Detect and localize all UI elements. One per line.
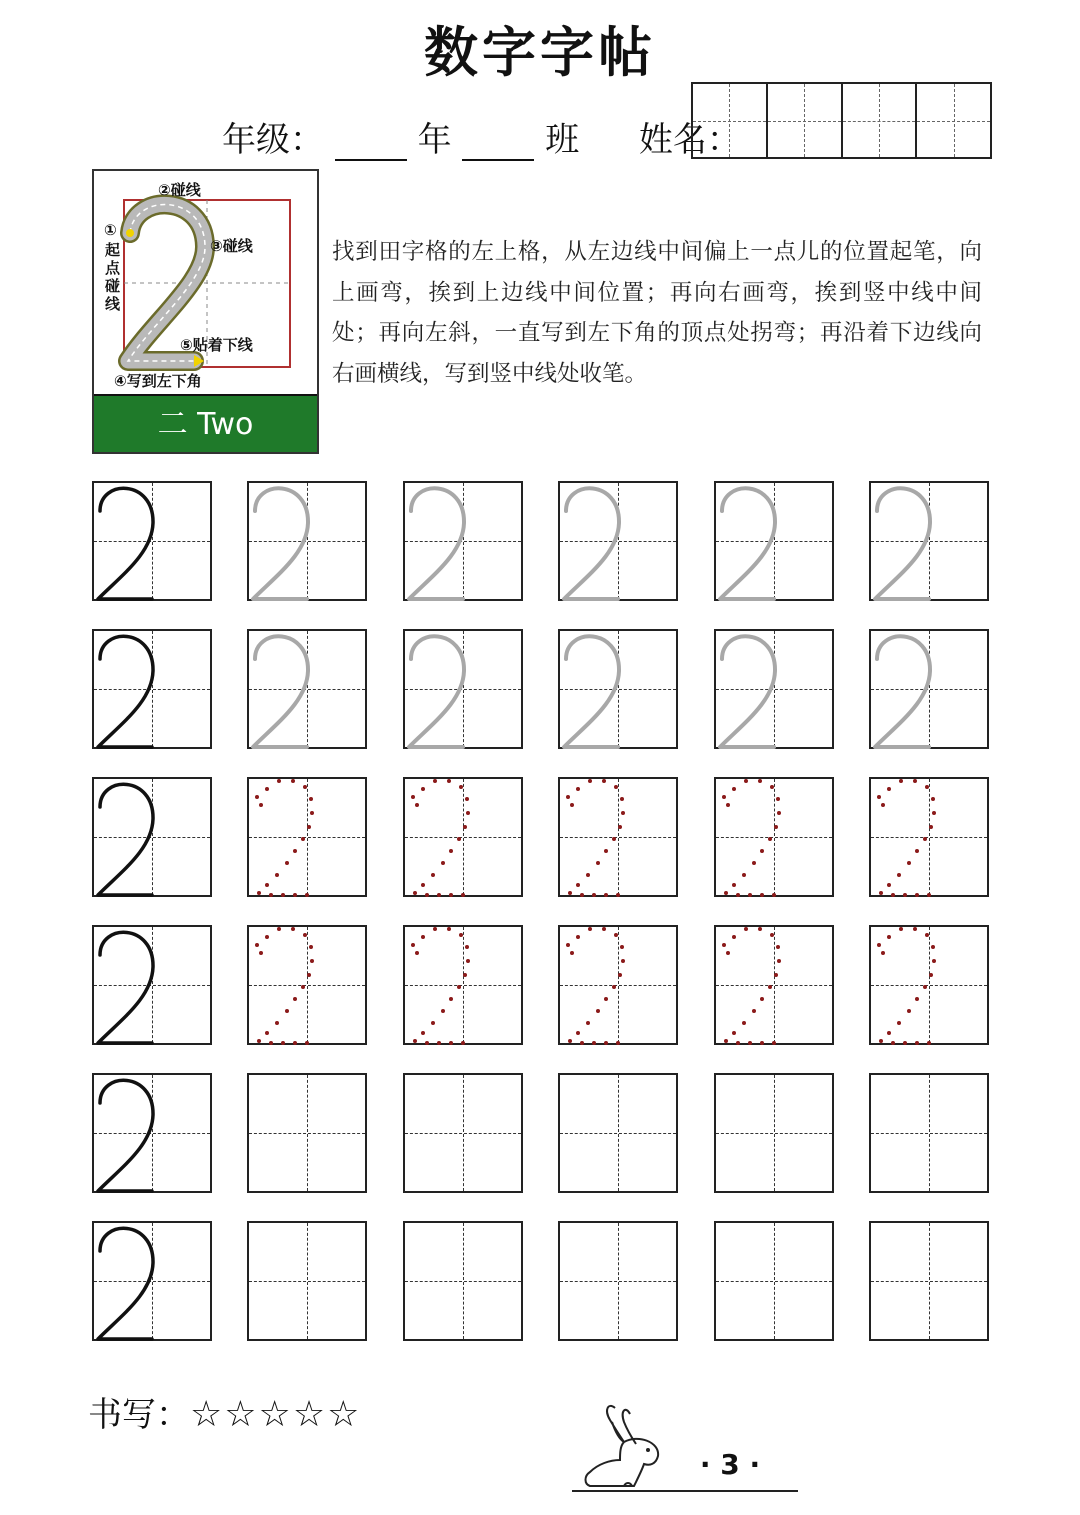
trace-dot [760, 849, 764, 853]
trace-dot [722, 795, 726, 799]
trace-dot [592, 1041, 596, 1045]
trace-dot [726, 803, 730, 807]
trace-dot [463, 825, 467, 829]
trace-dot [421, 935, 425, 939]
trace-dot [449, 849, 453, 853]
digit-2-dotted [871, 779, 989, 897]
trace-dot [259, 803, 263, 807]
footer-rule [572, 1490, 798, 1492]
trace-dot [760, 893, 764, 897]
trace-dot [602, 779, 606, 783]
trace-dot [466, 811, 470, 815]
trace-dot [879, 891, 883, 895]
stroke-guide-card [92, 169, 319, 454]
name-label: 姓名： [638, 120, 741, 160]
trace-dot [897, 873, 901, 877]
trace-dot [772, 1041, 776, 1045]
trace-dot [742, 1021, 746, 1025]
trace-dot [879, 1039, 883, 1043]
trace-dot [576, 935, 580, 939]
step1-label: 起点碰线 [105, 241, 121, 313]
class-char: 班 [545, 120, 580, 160]
trace-dot [881, 951, 885, 955]
trace-dot [461, 893, 465, 897]
trace-dot [929, 825, 933, 829]
trace-dot [281, 893, 285, 897]
trace-dot [903, 1041, 907, 1045]
name-box[interactable] [843, 84, 918, 157]
trace-dot [586, 873, 590, 877]
trace-dot [726, 951, 730, 955]
digit-2-gray [560, 483, 678, 601]
trace-dot [752, 861, 756, 865]
trace-dot [310, 959, 314, 963]
trace-dot [604, 849, 608, 853]
trace-dot [421, 883, 425, 887]
trace-dot [777, 959, 781, 963]
trace-dot [722, 943, 726, 947]
trace-dot [907, 861, 911, 865]
trace-dot [447, 779, 451, 783]
trace-dot [265, 787, 269, 791]
digit-2-gray [871, 483, 989, 601]
trace-dot [732, 1031, 736, 1035]
practice-cell-dotted[interactable] [714, 777, 834, 897]
trace-dot [570, 951, 574, 955]
trace-dot [774, 973, 778, 977]
trace-dot [277, 779, 281, 783]
practice-cell-dotted[interactable] [869, 777, 989, 897]
trace-dot [277, 927, 281, 931]
grade-label: 年级： [222, 120, 324, 160]
digit-2-dotted [405, 779, 523, 897]
trace-dot [566, 943, 570, 947]
trace-dot [449, 893, 453, 897]
trace-dot [770, 785, 774, 789]
trace-dot [465, 797, 469, 801]
trace-dot [580, 1041, 584, 1045]
trace-dot [457, 985, 461, 989]
trace-dot [931, 797, 935, 801]
digit-2-gray [716, 631, 834, 749]
trace-dot [915, 893, 919, 897]
trace-dot [576, 787, 580, 791]
trace-dot [614, 785, 618, 789]
step4-label: ④写到左下角 [114, 372, 202, 390]
trace-dot [592, 893, 596, 897]
practice-cell-gray[interactable] [714, 629, 834, 749]
digit-2-dotted [871, 927, 989, 1045]
trace-dot [301, 985, 305, 989]
student-info-row [222, 112, 741, 161]
practice-cell-model [92, 1073, 212, 1193]
practice-cell-dotted[interactable] [403, 925, 523, 1045]
trace-dot [421, 787, 425, 791]
digit-2-gray [249, 631, 367, 749]
trace-dot [285, 861, 289, 865]
practice-cell-dotted[interactable] [247, 777, 367, 897]
trace-dot [932, 959, 936, 963]
trace-dot [616, 893, 620, 897]
trace-dot [913, 779, 917, 783]
trace-dot [437, 1041, 441, 1045]
trace-dot [307, 973, 311, 977]
practice-cell-model [92, 777, 212, 897]
grade-year-blank[interactable] [335, 123, 407, 161]
trace-dot [891, 893, 895, 897]
trace-dot [907, 1009, 911, 1013]
trace-dot [449, 997, 453, 1001]
name-box[interactable] [768, 84, 843, 157]
practice-cell-empty[interactable] [558, 1073, 678, 1193]
trace-dot [431, 873, 435, 877]
trace-dot [457, 837, 461, 841]
trace-dot [760, 997, 764, 1001]
trace-dot [463, 973, 467, 977]
trace-dot [275, 873, 279, 877]
practice-cell-model [92, 481, 212, 601]
practice-cell-dotted[interactable] [247, 925, 367, 1045]
trace-dot [269, 1041, 273, 1045]
trace-dot [772, 893, 776, 897]
writing-label: 书写： [88, 1395, 190, 1435]
practice-cell-empty[interactable] [247, 1073, 367, 1193]
practice-cell-gray[interactable] [403, 629, 523, 749]
trace-dot [570, 803, 574, 807]
trace-dot [421, 1031, 425, 1035]
trace-dot [425, 893, 429, 897]
trace-dot [441, 861, 445, 865]
trace-dot [310, 811, 314, 815]
practice-cell-empty[interactable] [403, 1221, 523, 1341]
trace-dot [568, 1039, 572, 1043]
trace-dot [620, 945, 624, 949]
trace-dot [411, 795, 415, 799]
trace-dot [259, 951, 263, 955]
trace-dot [293, 997, 297, 1001]
trace-dot [257, 1039, 261, 1043]
practice-cell-gray[interactable] [869, 481, 989, 601]
rabbit-icon [580, 1400, 670, 1492]
trace-dot [431, 1021, 435, 1025]
practice-cell-dotted[interactable] [869, 925, 989, 1045]
digit-2-dotted [560, 779, 678, 897]
trace-dot [568, 891, 572, 895]
trace-dot [925, 785, 929, 789]
trace-dot [596, 1009, 600, 1013]
trace-dot [293, 1041, 297, 1045]
trace-dot [604, 893, 608, 897]
trace-dot [576, 1031, 580, 1035]
trace-dot [305, 893, 309, 897]
trace-dot [881, 803, 885, 807]
digit-2-dotted [716, 779, 834, 897]
trace-dot [257, 891, 261, 895]
trace-dot [441, 1009, 445, 1013]
practice-cell-empty[interactable] [869, 1221, 989, 1341]
name-writing-boxes[interactable] [691, 82, 992, 159]
practice-cell-gray[interactable] [558, 481, 678, 601]
digit-2-model [94, 1075, 212, 1193]
practice-cell-empty[interactable] [714, 1073, 834, 1193]
trace-dot [621, 959, 625, 963]
trace-dot [602, 927, 606, 931]
trace-dot [413, 1039, 417, 1043]
practice-cell-gray[interactable] [247, 629, 367, 749]
trace-dot [887, 787, 891, 791]
trace-dot [413, 891, 417, 895]
trace-dot [891, 1041, 895, 1045]
trace-dot [915, 997, 919, 1001]
trace-dot [768, 985, 772, 989]
digit-2-model [94, 1223, 212, 1341]
stroke-instructions: 找到田字格的左上格，从左边线中间偏上一点儿的位置起笔，向上画弯，挨到上边线中间位置；再向右画弯，挨到竖中线中间处；再向左斜，一直写到左下角的顶点处拐弯；再沿着下边线向右画横线，写到竖中线处收笔。 [332, 239, 982, 387]
trace-dot [915, 849, 919, 853]
trace-dot [929, 973, 933, 977]
trace-dot [770, 933, 774, 937]
trace-dot [768, 837, 772, 841]
step2-label: ②碰线 [158, 181, 201, 199]
trace-dot [459, 933, 463, 937]
trace-dot [293, 893, 297, 897]
trace-dot [724, 1039, 728, 1043]
step1-number: ① [104, 221, 117, 239]
trace-dot [309, 797, 313, 801]
trace-dot [758, 779, 762, 783]
trace-dot [411, 943, 415, 947]
trace-dot [255, 943, 259, 947]
trace-dot [732, 883, 736, 887]
trace-dot [899, 779, 903, 783]
trace-dot [748, 893, 752, 897]
trace-dot [614, 933, 618, 937]
trace-dot [415, 951, 419, 955]
trace-dot [291, 927, 295, 931]
trace-dot [887, 1031, 891, 1035]
practice-cell-dotted[interactable] [403, 777, 523, 897]
trace-dot [461, 1041, 465, 1045]
trace-dot [877, 795, 881, 799]
trace-dot [566, 795, 570, 799]
trace-dot [588, 779, 592, 783]
class-blank[interactable] [462, 123, 534, 161]
digit-2-dotted [716, 927, 834, 1045]
digit-2-dotted [249, 779, 367, 897]
trace-dot [612, 837, 616, 841]
trace-dot [586, 1021, 590, 1025]
practice-cell-dotted[interactable] [714, 925, 834, 1045]
trace-dot [620, 797, 624, 801]
practice-cell-empty[interactable] [869, 1073, 989, 1193]
numeral-name-band: 二 Two [94, 394, 317, 452]
digit-2-gray [405, 483, 523, 601]
page-title: 数字字帖 [424, 21, 656, 84]
trace-dot [742, 873, 746, 877]
trace-dot [736, 1041, 740, 1045]
trace-dot [576, 883, 580, 887]
trace-dot [433, 927, 437, 931]
stroke-guide-diagram [94, 171, 317, 396]
trace-dot [618, 825, 622, 829]
trace-dot [275, 1021, 279, 1025]
trace-dot [255, 795, 259, 799]
trace-dot [415, 803, 419, 807]
trace-dot [923, 985, 927, 989]
trace-dot [915, 1041, 919, 1045]
trace-dot [612, 985, 616, 989]
trace-dot [616, 1041, 620, 1045]
step3-label: ③碰线 [210, 237, 253, 255]
digit-2-model [94, 631, 212, 749]
practice-cell-empty[interactable] [558, 1221, 678, 1341]
step5-label: ⑤贴着下线 [180, 336, 253, 354]
trace-dot [265, 1031, 269, 1035]
trace-dot [897, 1021, 901, 1025]
trace-dot [449, 1041, 453, 1045]
trace-dot [732, 787, 736, 791]
trace-dot [309, 945, 313, 949]
digit-2-gray [871, 631, 989, 749]
name-box[interactable] [693, 84, 768, 157]
trace-dot [293, 849, 297, 853]
trace-dot [301, 837, 305, 841]
practice-cell-gray[interactable] [558, 629, 678, 749]
trace-dot [303, 785, 307, 789]
practice-cell-model [92, 1221, 212, 1341]
trace-dot [265, 883, 269, 887]
trace-dot [604, 1041, 608, 1045]
trace-dot [927, 1041, 931, 1045]
digit-2-model [94, 483, 212, 601]
trace-dot [307, 825, 311, 829]
rating-stars[interactable]: ☆☆☆☆☆ [190, 1394, 362, 1435]
trace-dot [596, 861, 600, 865]
trace-dot [466, 959, 470, 963]
trace-dot [903, 893, 907, 897]
trace-dot [899, 927, 903, 931]
practice-cell-gray[interactable] [247, 481, 367, 601]
digit-2-dotted [405, 927, 523, 1045]
trace-dot [777, 811, 781, 815]
trace-dot [265, 935, 269, 939]
digit-2-model [94, 779, 212, 897]
trace-dot [925, 933, 929, 937]
digit-2-gray [716, 483, 834, 601]
trace-dot [913, 927, 917, 931]
trace-dot [291, 779, 295, 783]
trace-dot [887, 935, 891, 939]
practice-cell-empty[interactable] [403, 1073, 523, 1193]
trace-dot [776, 797, 780, 801]
trace-dot [580, 893, 584, 897]
trace-dot [760, 1041, 764, 1045]
trace-dot [604, 997, 608, 1001]
trace-dot [932, 811, 936, 815]
trace-dot [732, 935, 736, 939]
writing-rating [88, 1387, 361, 1436]
practice-cell-gray[interactable] [869, 629, 989, 749]
name-box[interactable] [917, 84, 990, 157]
trace-dot [437, 893, 441, 897]
trace-dot [459, 785, 463, 789]
digit-2-gray [405, 631, 523, 749]
trace-dot [618, 973, 622, 977]
practice-cell-dotted[interactable] [558, 777, 678, 897]
practice-cell-dotted[interactable] [558, 925, 678, 1045]
trace-dot [465, 945, 469, 949]
trace-dot [433, 779, 437, 783]
trace-dot [748, 1041, 752, 1045]
trace-dot [736, 893, 740, 897]
trace-dot [931, 945, 935, 949]
digit-2-gray [249, 483, 367, 601]
page-number: · 3 · [699, 1448, 761, 1481]
practice-cell-model [92, 629, 212, 749]
trace-dot [744, 927, 748, 931]
trace-dot [588, 927, 592, 931]
trace-dot [774, 825, 778, 829]
digit-2-model [94, 927, 212, 1045]
trace-dot [758, 927, 762, 931]
practice-cell-gray[interactable] [714, 481, 834, 601]
digit-2-dotted [249, 927, 367, 1045]
trace-dot [887, 883, 891, 887]
trace-dot [285, 1009, 289, 1013]
digit-2-gray [560, 631, 678, 749]
trace-dot [621, 811, 625, 815]
year-char: 年 [417, 120, 452, 160]
trace-dot [269, 893, 273, 897]
trace-dot [877, 943, 881, 947]
trace-dot [447, 927, 451, 931]
trace-dot [281, 1041, 285, 1045]
trace-dot [752, 1009, 756, 1013]
trace-dot [724, 891, 728, 895]
digit-2-dotted [560, 927, 678, 1045]
trace-dot [425, 1041, 429, 1045]
trace-dot [744, 779, 748, 783]
trace-dot [305, 1041, 309, 1045]
trace-dot [303, 933, 307, 937]
trace-dot [923, 837, 927, 841]
practice-cell-empty[interactable] [247, 1221, 367, 1341]
practice-cell-empty[interactable] [714, 1221, 834, 1341]
practice-cell-gray[interactable] [403, 481, 523, 601]
trace-dot [927, 893, 931, 897]
practice-cell-model [92, 925, 212, 1045]
trace-dot [776, 945, 780, 949]
